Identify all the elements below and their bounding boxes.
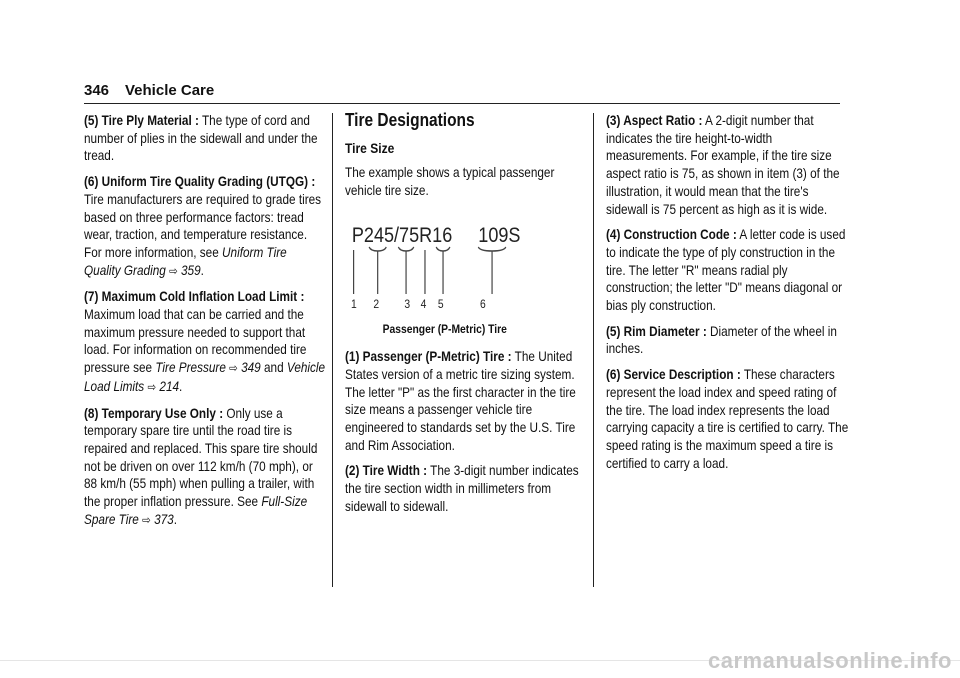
page-number: 346	[84, 82, 110, 99]
figure-caption: Passenger (P-Metric) Tire	[382, 321, 507, 336]
definition-passenger-tire: (1) Passenger (P-Metric) Tire : The United States version of a metric tire sizing system. The letter "P" as the first character in the tire size means a passenger vehicle tire engineered to standards set by the U.S. Tire and Rim Association.	[345, 349, 576, 453]
definition-ply-material: (5) Tire Ply Material : The type of cord and number of plies in the sidewall and under the tread.	[84, 113, 318, 164]
callout-number: 3	[404, 298, 411, 312]
cross-reference-link[interactable]: Tire Pressure	[155, 360, 226, 376]
tire-code-right: 109S	[478, 223, 521, 248]
intro-text: The example shows a typical passenger vehicle tire size.	[345, 165, 555, 199]
callout-number: 1	[351, 298, 357, 312]
page-arrow-icon: ⇨	[229, 361, 238, 376]
tire-size-illustration	[345, 220, 545, 312]
cross-reference-link[interactable]: Full-Size Spare Tire	[84, 494, 308, 527]
cross-reference-link[interactable]: Vehicle Load Limits	[84, 360, 326, 394]
definition-utqg: (6) Uniform Tire Quality Grading (UTQG) : Tire manufacturers are required to grade tires based on three performance factors: tread wear, traction, and temperature resistance. For more information, see Uniform Tire Quality Grading ⇨ 359.	[84, 174, 322, 278]
tire-code-left: P245/75R16	[351, 223, 453, 248]
section-heading: Tire Designations	[345, 110, 475, 130]
column-2	[345, 112, 588, 524]
definition-temporary-use: (8) Temporary Use Only : Only use a temporary spare tire until the road tire is repaired and replaced. This spare tire should not be driven on over 112 km/h (70 mph), or 88 km/h (55 mph) when pulling a trailer, with the proper inflation pressure. See Full-Size Spare Tire ⇨ 373.	[84, 405, 318, 527]
callout-number: 2	[373, 298, 380, 312]
definition-rim-diameter: (5) Rim Diameter : Diameter of the wheel in inches.	[606, 323, 837, 357]
section-title: Vehicle Care	[125, 82, 215, 99]
definition-service-description: (6) Service Description : These characters represent the load index and speed rating of the tire. The load index represents the load carrying capacity a tire is certified to carry. The speed rating is the maximum speed a tire is certified to carry a load.	[606, 367, 849, 471]
definition-max-inflation: (7) Maximum Cold Inflation Load Limit : Maximum load that can be carried and the maximum pressure needed to support that load. For information on recommended tire pressure see Tire Pressure ⇨ 349 and Vehicle Load Limits ⇨ 214.	[84, 289, 326, 394]
page-header	[84, 82, 840, 104]
column-divider	[332, 113, 333, 587]
page-arrow-icon: ⇨	[142, 512, 151, 527]
definition-construction-code: (4) Construction Code : A letter code is used to indicate the type of ply construction in the tire. The letter "R" means radial ply construction; the letter "D" means diagonal or bias ply construction.	[606, 227, 846, 314]
column-1	[84, 112, 327, 537]
column-divider	[593, 113, 594, 587]
subheading: Tire Size	[345, 139, 395, 156]
column-3	[606, 112, 849, 480]
page-arrow-icon: ⇨	[147, 379, 157, 394]
callout-number: 5	[437, 298, 444, 312]
page-arrow-icon: ⇨	[169, 263, 178, 278]
definition-tire-width: (2) Tire Width : The 3-digit number indicates the tire section width in millimeters from sidewall to sidewall.	[345, 463, 579, 514]
header-rule	[84, 103, 840, 104]
definition-aspect-ratio: (3) Aspect Ratio : A 2-digit number that indicates the tire height-to-width measurements. For example, if the tire size aspect ratio is 75, as shown in item (3) of the illustration, it would mean that the tire's sidewall is 75 percent as high as it is wide.	[606, 113, 840, 217]
watermark: carmanualsonline.info	[708, 648, 952, 673]
callout-number: 4	[420, 298, 427, 312]
callout-number: 6	[480, 298, 486, 312]
cross-reference-link[interactable]: Uniform Tire Quality Grading	[84, 244, 287, 278]
